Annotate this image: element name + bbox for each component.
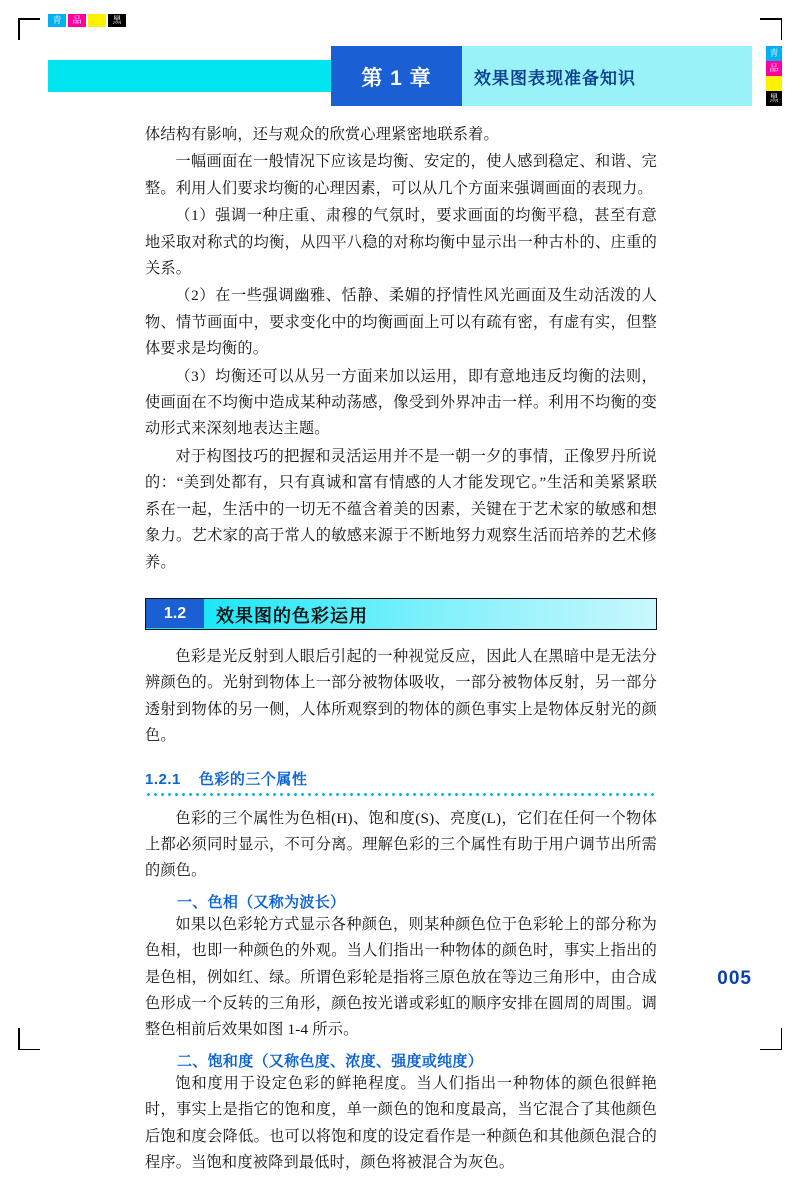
swatch-cyan-side: 青 <box>766 46 782 61</box>
swatch-black-side: 黑 <box>766 91 782 106</box>
subsection-number: 1.2.1 <box>145 770 181 788</box>
swatch-yellow <box>88 14 106 27</box>
registration-swatches-side <box>766 46 782 106</box>
paragraph: （2）在一些强调幽雅、恬静、柔媚的抒情性风光画面及生动活泼的人物、情节画面中，要求变化中的均衡画面上可以有疏有密，有虚有实，但整体要求是均衡的。 <box>145 287 657 358</box>
banner-left-bar <box>48 60 331 92</box>
paragraph: （3）均衡还可以从另一方面来加以运用，即有意地违反均衡的法则，使画面在不均衡中造成某种动荡感，像受到外界冲击一样。利用不均衡的变动形式来深刻地表达主题。 <box>145 367 657 438</box>
subsection-heading <box>145 768 657 789</box>
subsection-intro-paragraph: 色彩的三个属性为色相(H)、饱和度(S)、亮度(L)，它们在任何一个物体上都必须同时显示，不可分离。理解色彩的三个属性有助于用户调节出所需的颜色。 <box>145 809 657 880</box>
swatch-yellow-side <box>766 76 782 91</box>
topic-lead-label: 二、饱和度（又称色度、浓度、强度或纯度） <box>177 1052 484 1070</box>
paragraph: 体结构有影响，还与观众的欣赏心理紧密地联系着。 <box>145 126 499 143</box>
section-number: 1.2 <box>146 599 204 628</box>
banner-right-bar <box>462 46 752 106</box>
chapter-header-banner <box>48 46 752 106</box>
swatch-magenta: 品 <box>68 14 86 27</box>
chapter-title: 效果图表现准备知识 <box>474 69 636 88</box>
paragraph: 一幅画面在一般情况下应该是均衡、安定的，使人感到稳定、和谐、完整。利用人们要求均衡的心理因素，可以从几个方面来强调画面的表现力。 <box>145 153 657 197</box>
paragraph: 对于构图技巧的把握和灵活运用并不是一朝一夕的事情，正像罗丹所说的：“美到处都有，只有真诚和富有情感的人才能发现它。”生活和美紧紧联系在一起，生活中的一切无不蕴含着美的因素，关键在于艺术家的敏感和想象力。艺术家的高于常人的敏感来源于不断地努力观察生活而培养的艺术修养。 <box>145 447 657 571</box>
subsection-title: 色彩的三个属性 <box>198 770 308 788</box>
section-intro-paragraph: 色彩是光反射到人眼后引起的一种视觉反应，因此人在黑暗中是无法分辨颜色的。光射到物体上一部分被物体吸收，一部分被物体反射，另一部分透射到物体的另一侧，人体所观察到的物体的颜色事实上是物体反射光的颜色。 <box>145 647 657 745</box>
swatch-cyan: 青 <box>48 14 66 27</box>
chapter-number-block <box>331 46 462 106</box>
dotted-divider <box>145 793 657 796</box>
section-title: 效果图的色彩运用 <box>216 605 368 626</box>
crop-mark-top-right <box>760 18 782 40</box>
topic-paragraph: 如果以色彩轮方式显示各种颜色，则某种颜色位于色彩轮上的部分称为色相，也即一种颜色的外观。当人们指出一种物体的颜色时，事实上指出的是色相，例如红、绿。所谓色彩轮是指将三原色放在等边三角形中，由合成色形成一个反转的三角形，颜色按光谱或彩虹的顺序安排在圆周的周围。调整色相前后效果如图 1-4 所示。 <box>145 915 657 1039</box>
crop-mark-bottom-left <box>18 1028 40 1050</box>
chapter-label: 第 1 章 <box>361 67 432 90</box>
registration-swatches-top <box>48 14 128 27</box>
topic-paragraph: 饱和度用于设定色彩的鲜艳程度。当人们指出一种物体的颜色很鲜艳时，事实上是指它的饱和度，单一颜色的饱和度最高，当它混合了其他颜色后饱和度会降低。也可以将饱和度的设定看作是一种颜色和其他颜色混合的程序。当饱和度被降到最低时，颜色将被混合为灰色。 <box>145 1074 657 1171</box>
paragraph: （1）强调一种庄重、肃穆的气氛时，要求画面的均衡平稳，甚至有意地采取对称式的均衡，从四平八稳的对称均衡中显示出一种古朴的、庄重的关系。 <box>145 207 657 278</box>
topic-lead <box>145 891 657 912</box>
crop-mark-bottom-right <box>760 1028 782 1050</box>
section-heading <box>145 598 657 630</box>
swatch-magenta-side: 品 <box>766 61 782 76</box>
page-content <box>145 122 657 1177</box>
crop-mark-top-left <box>18 18 40 40</box>
topic-lead-label: 一、色相（又称为波长） <box>177 893 346 911</box>
swatch-black: 黑 <box>108 14 126 27</box>
page-number: 005 <box>717 968 752 989</box>
